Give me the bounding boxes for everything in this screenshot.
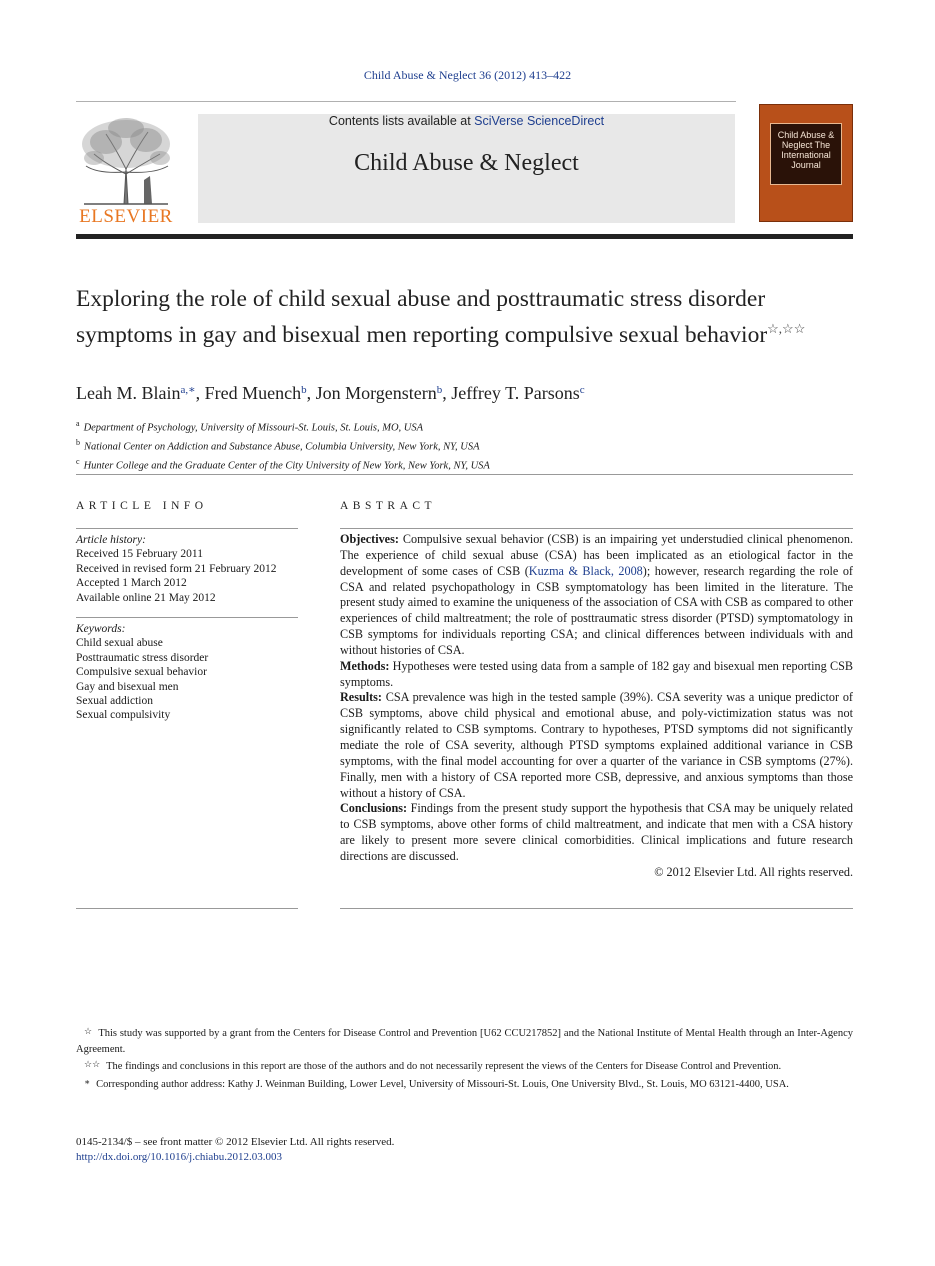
keyword-item: Sexual addiction — [76, 695, 153, 708]
footnotes — [76, 1024, 853, 1092]
author-separator: , — [442, 383, 452, 403]
affiliation-text: Department of Psychology, University of Missouri-St. Louis, St. Louis, MO, USA — [83, 422, 424, 434]
copyright-notice: © 2012 Elsevier Ltd. All rights reserved. — [654, 864, 853, 879]
abstract-objectives — [340, 532, 853, 659]
affiliation-mark: b — [76, 438, 80, 447]
conclusions-label: Conclusions: — [340, 801, 408, 816]
author-separator: , — [306, 383, 316, 403]
issn-line: 0145-2134/$ – see front matter © 2012 Elsevier Ltd. All rights reserved. — [76, 1136, 395, 1148]
methods-text: Hypotheses were tested using data from a sample of 182 gay and bisexual men reporting CSB symptoms. — [340, 658, 853, 689]
history-item: Received 15 February 2011 — [76, 548, 203, 561]
footnote-text: The findings and conclusions in this report are those of the authors and do not necessarily represent the views of the Centers for Disease Control and Prevention. — [106, 1061, 782, 1072]
objectives-text-end: ); however, research regarding the role of CSA and related psychopathology in CSB symptomatology has been limited in the literature. The present study aimed to examine the uniqueness of the association of CSA with CSB as compared to other experiences of child maltreatment; the role of posttraumatic stress disorder (PTSD) symptomatology in CSB symptoms for individuals reporting CSA; and clinical differences between individuals with and without histories of CSA. — [340, 563, 853, 657]
doi-link[interactable]: http://dx.doi.org/10.1016/j.chiabu.2012.03.003 — [76, 1151, 283, 1163]
contents-line — [198, 114, 735, 128]
conclusions-text: Findings from the present study support the hypothesis that CSA may be uniquely related to CSB symptoms, above other forms of child maltreatment, and indicate that men with a CSA history are likely to present more severe clinical comorbidities. Clinical implications and future research directions are discussed. — [340, 801, 853, 863]
affiliation-mark: c — [76, 457, 80, 466]
article-title-text: Exploring the role of child sexual abuse and posttraumatic stress disorder symptoms in gay and bisexual men reporting compulsive sexual behavior — [76, 286, 768, 348]
article-info-heading: ARTICLE INFO — [76, 500, 208, 512]
keyword-item: Sexual compulsivity — [76, 709, 171, 722]
affiliation-mark: a — [76, 419, 80, 428]
affiliation-text: Hunter College and the Graduate Center of the City University of New York, New York, NY, USA — [83, 460, 490, 472]
contents-prefix: Contents lists available at — [328, 114, 475, 128]
history-item: Received in revised form 21 February 2012 — [76, 562, 277, 575]
methods-label: Methods: — [340, 658, 390, 673]
author-name: Jon Morgenstern — [315, 383, 437, 403]
author-affil-mark[interactable]: a,∗ — [180, 384, 196, 396]
article-title — [76, 285, 853, 350]
abstract-heading: ABSTRACT — [340, 500, 437, 512]
abstract-bottom-divider — [340, 908, 853, 909]
keyword-item: Posttraumatic stress disorder — [76, 651, 209, 664]
author-separator: , — [195, 383, 205, 403]
footnote-text: Corresponding author address: Kathy J. Weinman Building, Lower Level, University of Missouri-St. Louis, One University Blvd., St. Louis, MO 63121-4400, USA. — [96, 1078, 789, 1090]
affiliations — [76, 417, 853, 474]
footnote-item — [76, 1024, 853, 1057]
keywords-label: Keywords: — [76, 623, 126, 635]
front-matter — [76, 1135, 853, 1165]
sciencedirect-link[interactable]: SciVerse ScienceDirect — [474, 114, 605, 128]
results-label: Results: — [340, 690, 382, 705]
affiliation-item — [76, 417, 853, 436]
affiliation-text: National Center on Addiction and Substance Abuse, Columbia University, New York, NY, USA — [84, 441, 480, 453]
abstract-divider — [340, 528, 853, 529]
objectives-label: Objectives: — [340, 532, 399, 546]
history-label: Article history: — [76, 534, 146, 546]
article-info-bottom-divider — [76, 908, 298, 909]
keywords-divider — [76, 617, 298, 618]
author-list — [76, 383, 853, 404]
author-affil-mark[interactable]: b — [301, 384, 307, 396]
footnote-mark: ☆☆ — [84, 1059, 101, 1069]
footnote-item — [76, 1057, 853, 1075]
journal-title: Child Abuse & Neglect — [354, 150, 579, 176]
author-affil-mark[interactable]: b — [436, 384, 443, 396]
history-item: Accepted 1 March 2012 — [76, 577, 187, 590]
journal-reference[interactable]: Child Abuse & Neglect 36 (2012) 413–422 — [363, 68, 572, 82]
affiliation-item — [76, 455, 853, 474]
author-name: Leah M. Blain — [76, 383, 181, 403]
abstract-body — [340, 532, 853, 881]
keywords — [76, 622, 298, 723]
article-history — [76, 533, 298, 605]
footnote-mark: ∗ — [84, 1076, 91, 1087]
journal-cover-image — [759, 104, 853, 222]
keyword-item: Gay and bisexual men — [76, 680, 179, 693]
abstract-conclusions — [340, 801, 853, 864]
article-info-divider — [76, 528, 298, 529]
author-name: Jeffrey T. Parsons — [451, 383, 580, 403]
author-affil-mark[interactable]: c — [579, 384, 585, 396]
elsevier-wordmark: ELSEVIER — [79, 206, 173, 227]
abstract-results — [340, 690, 853, 801]
history-item: Available online 21 May 2012 — [76, 591, 216, 604]
affiliation-item — [76, 436, 853, 455]
citation-link[interactable]: Kuzma & Black, 2008 — [528, 563, 643, 578]
objectives-text: Compulsive sexual behavior (CSB) is an impairing yet understudied clinical phenomenon. The experience of child sexual abuse (CSA) has been implicated as an etiological factor in the development of some cases of CSB ( — [340, 532, 853, 578]
title-footnote-marks[interactable]: ☆,☆☆ — [767, 321, 806, 336]
author-name: Fred Muench — [204, 383, 302, 403]
footnote-mark: ☆ — [84, 1026, 93, 1036]
top-divider — [76, 101, 736, 102]
abstract-methods — [340, 659, 853, 691]
results-text: CSA prevalence was high in the tested sample (39%). CSA severity was a unique predictor of CSB symptoms, above child physical and emotional abuse, and poly-victimization status was not significantly related to CSB symptoms. Contrary to hypotheses, PTSD symptoms did not significantly mediate the role of CSA severity, although PTSD symptoms explained additional variance in CSB symptoms, with the final model accounting for over a quarter of the variance in CSB symptoms (27%). Finally, men with a history of CSA reported more CSB, depressive, and anxious symptoms than those without a history of CSA. — [340, 690, 853, 800]
footnote-item — [76, 1075, 853, 1093]
keyword-item: Child sexual abuse — [76, 637, 163, 650]
journal-cover-title: Child Abuse & Neglect The International Journal — [770, 123, 842, 185]
keyword-item: Compulsive sexual behavior — [76, 666, 207, 679]
affiliation-divider — [76, 474, 853, 475]
header-divider — [76, 234, 853, 239]
footnote-text: This study was supported by a grant from the Centers for Disease Control and Prevention [U62 CCU217852] and the National Institute of Mental Health through an Inter-Agency Agreement. — [76, 1028, 853, 1055]
